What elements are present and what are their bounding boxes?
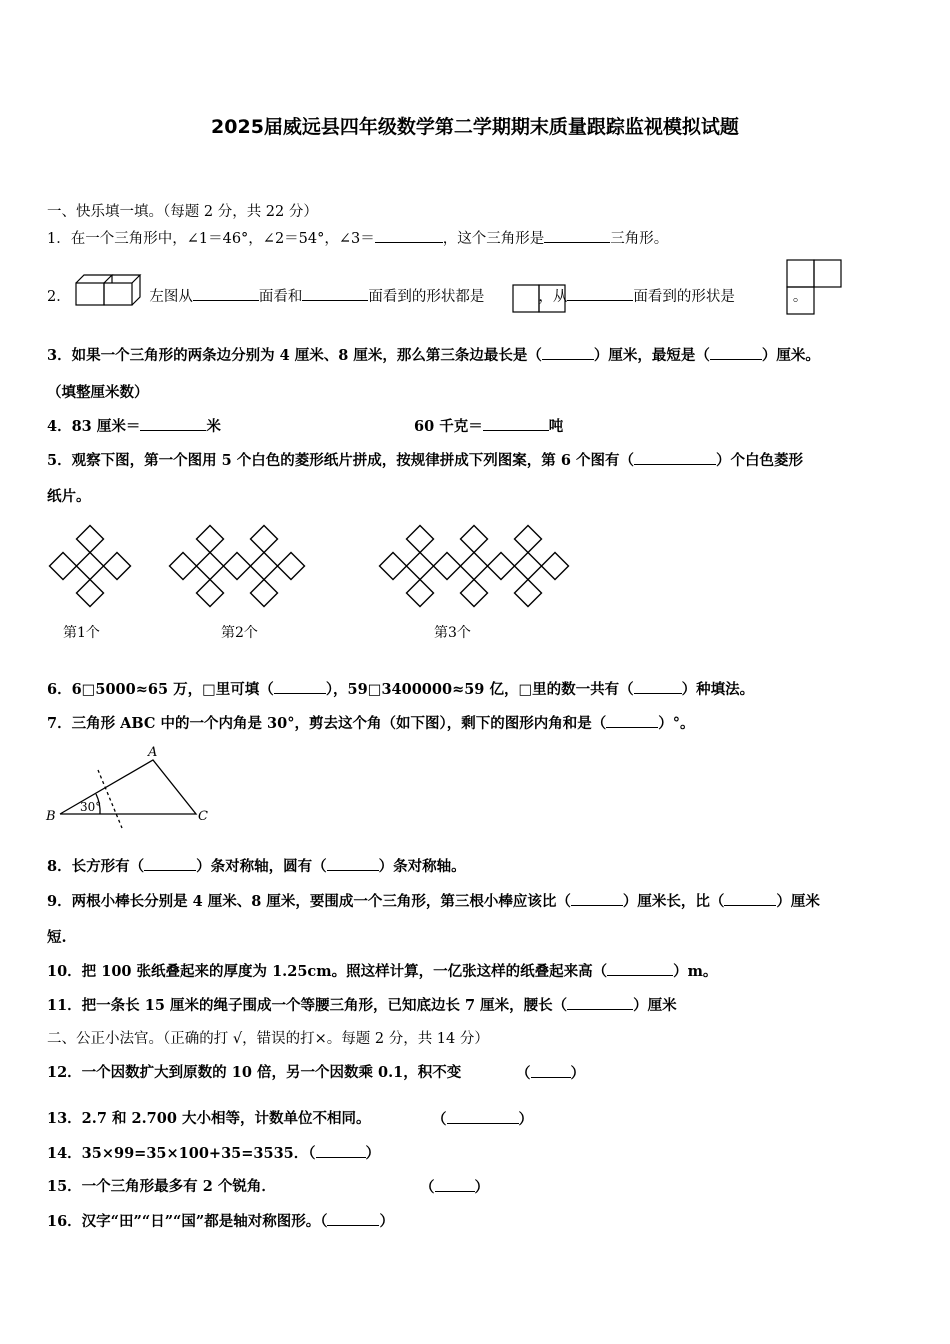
q2-text-b: 面看和 <box>258 289 303 305</box>
q12-answer <box>516 1063 585 1084</box>
question-6 <box>47 679 754 700</box>
question-4-part-2 <box>414 416 563 437</box>
q10-blank[interactable] <box>607 961 673 976</box>
rhombus-fig3-8 <box>461 526 488 553</box>
q16-text-a: 16．汉字“田”“日”“国”都是轴对称图形。（ <box>47 1213 328 1230</box>
rhombus-fig3-1 <box>407 553 434 580</box>
rhombus-fig3-10 <box>515 553 542 580</box>
q2-blank-1[interactable] <box>193 286 259 301</box>
angle-label: 30° <box>80 800 102 814</box>
q6-text-a: 6．6□5000≈65 万，□里可填（ <box>47 681 274 698</box>
rhombus-fig1-3 <box>104 553 131 580</box>
q2-text-f: 。 <box>792 289 808 305</box>
q4-text-a: 4．83 厘米＝ <box>47 418 141 435</box>
rhombus-fig1-5 <box>77 580 104 607</box>
q2-blank-3[interactable] <box>567 286 633 301</box>
q8-blank-2[interactable] <box>327 856 379 871</box>
q3-text-a: 3．如果一个三角形的两条边分别为 4 厘米、8 厘米，那么第三条边最长是（ <box>47 347 542 364</box>
q5-blank[interactable] <box>634 450 716 465</box>
q7-blank[interactable] <box>606 713 658 728</box>
q14-blank[interactable] <box>316 1143 366 1158</box>
q9-text-c: ）厘米 <box>776 893 820 910</box>
q4-blank-2[interactable] <box>483 416 549 431</box>
q1-blank-2[interactable] <box>544 228 610 243</box>
q16-blank[interactable] <box>327 1211 379 1226</box>
q13-answer <box>432 1109 533 1130</box>
q12-paren-close: ） <box>570 1065 585 1082</box>
q9-blank-1[interactable] <box>571 891 623 906</box>
q6-blank-1[interactable] <box>274 679 326 694</box>
q7-text-a: 7．三角形 ABC 中的一个内角是 30°，剪去这个角（如下图），剩下的图形内角和是（ <box>47 715 607 732</box>
q1-blank-1[interactable] <box>375 228 443 243</box>
two-squares-shape <box>512 284 566 314</box>
q2-number: 2． <box>47 289 71 305</box>
q11-blank[interactable] <box>567 995 633 1010</box>
q15-text-a: 15．一个三角形最多有 2 个锐角． <box>47 1178 276 1195</box>
rhombus-fig3-13 <box>515 580 542 607</box>
rhombus-fig2-5 <box>197 580 224 607</box>
q15-answer <box>420 1177 489 1198</box>
q13-text-a: 13．2.7 和 2.700 大小相等，计数单位不相同。 <box>47 1110 371 1127</box>
q6-text-c: ）种填法。 <box>681 681 755 698</box>
figure-caption-2: 第2个 <box>221 625 258 641</box>
question-8 <box>47 856 466 877</box>
q1-text-b: ，这个三角形是 <box>442 231 545 247</box>
q13-paren-close: ） <box>518 1111 533 1128</box>
q4-text-c: 60 千克＝ <box>414 418 483 435</box>
rhombus-fig3-4 <box>407 526 434 553</box>
question-11 <box>47 995 677 1016</box>
question-9 <box>47 891 820 912</box>
q5-text-b: ）个白色菱形 <box>715 452 803 469</box>
q9-text-d: 短. <box>47 929 67 946</box>
q14-paren-close: ） <box>365 1145 381 1162</box>
question-15 <box>47 1177 276 1197</box>
q8-text-c: ）条对称轴。 <box>378 858 466 875</box>
q9-text-a: 9．两根小棒长分别是 4 厘米、8 厘米，要围成一个三角形，第三根小棒应该比（ <box>47 893 571 910</box>
rhombus-fig3-11 <box>542 553 569 580</box>
rhombus-fig2-8 <box>251 526 278 553</box>
question-10 <box>47 961 717 982</box>
page-title: 2025届威远县四年级数学第二学期期末质量跟踪监视模拟试题 <box>211 116 739 138</box>
q11-text-a: 11．把一条长 15 厘米的绳子围成一个等腰三角形，已知底边长 7 厘米，腰长（ <box>47 997 568 1014</box>
rhombus-fig2-6 <box>251 553 278 580</box>
q4-text-b: 米 <box>206 418 221 435</box>
q15-blank[interactable] <box>435 1177 475 1192</box>
figure-caption-1: 第1个 <box>63 625 100 641</box>
question-4-part-1 <box>47 416 221 437</box>
rhombus-fig1-2 <box>50 553 77 580</box>
q7-text-b: ）°。 <box>658 715 695 732</box>
rhombus-pattern-figures <box>40 516 580 616</box>
rhombus-fig3-12 <box>515 526 542 553</box>
rhombus-fig3-7 <box>488 553 515 580</box>
q3-text-b: ）厘米，最短是（ <box>593 347 710 364</box>
q9-text-b: ）厘米长，比（ <box>622 893 725 910</box>
q3-blank-1[interactable] <box>542 345 594 360</box>
q3-blank-2[interactable] <box>710 345 762 360</box>
section-1-heading: 一、快乐填一填。（每题 2 分，共 22 分） <box>47 204 318 220</box>
q5-text-c: 纸片。 <box>47 488 91 505</box>
vertex-label-b: B <box>46 809 56 824</box>
question-13 <box>47 1109 370 1129</box>
rhombus-fig3-2 <box>380 553 407 580</box>
question-1 <box>47 228 668 249</box>
q5-text-a: 5．观察下图，第一个图用 5 个白色的菱形纸片拼成，按规律拼成下列图案，第 6 个图有（ <box>47 452 634 469</box>
q2-text-a: 左图从 <box>149 289 193 305</box>
q6-text-b: ），59□3400000≈59 亿，□里的数一共有（ <box>325 681 634 698</box>
q15-paren-close: ） <box>474 1179 489 1196</box>
q10-text-b: ）m。 <box>673 963 718 980</box>
q11-text-b: ）厘米 <box>633 997 677 1014</box>
q12-paren-open: （ <box>516 1065 531 1082</box>
q14-text-a: 14．35×99=35×100+35=3535．（ <box>47 1145 316 1162</box>
rhombus-fig2-7 <box>278 553 305 580</box>
question-16 <box>47 1211 394 1232</box>
q1-text-c: 三角形。 <box>610 231 669 247</box>
q6-blank-2[interactable] <box>634 679 682 694</box>
question-7 <box>47 713 694 734</box>
q8-blank-1[interactable] <box>144 856 196 871</box>
q12-blank[interactable] <box>531 1063 571 1078</box>
l-shape-three-squares <box>786 259 842 315</box>
q3-note: （填整厘米数） <box>47 384 149 401</box>
rhombus-fig3-9 <box>461 580 488 607</box>
q9-blank-2[interactable] <box>724 891 776 906</box>
rhombus-fig2-4 <box>197 526 224 553</box>
question-3 <box>47 345 820 366</box>
q4-text-d: 吨 <box>548 418 564 435</box>
q12-text-a: 12．一个因数扩大到原数的 10 倍，另一个因数乘 0.1，积不变 <box>47 1064 462 1081</box>
question-12 <box>47 1063 461 1083</box>
rhombus-fig2-1 <box>197 553 224 580</box>
q15-paren-open: （ <box>420 1179 435 1196</box>
rhombus-fig1-1 <box>77 553 104 580</box>
rhombus-fig3-5 <box>407 580 434 607</box>
q3-text-c: ）厘米。 <box>761 347 820 364</box>
question-5 <box>47 450 803 471</box>
q2-text-d: ，从 <box>538 289 568 305</box>
rhombus-fig2-3 <box>224 553 251 580</box>
q13-blank[interactable] <box>447 1109 519 1124</box>
two-cubes-figure <box>72 272 142 308</box>
q2-text-c: 面看到的形状都是 <box>368 289 485 305</box>
rhombus-fig1-4 <box>77 526 104 553</box>
rhombus-fig3-6 <box>461 553 488 580</box>
rhombus-fig3-3 <box>434 553 461 580</box>
vertex-label-c: C <box>198 809 208 824</box>
q2-text-e: 面看到的形状是 <box>633 289 735 305</box>
q10-text-a: 10．把 100 张纸叠起来的厚度为 1.25cm。照这样计算，一亿张这样的纸叠起来高（ <box>47 963 608 980</box>
vertex-label-a: A <box>148 745 158 760</box>
q16-paren-close: ） <box>379 1213 394 1230</box>
rhombus-fig2-2 <box>170 553 197 580</box>
question-2 <box>47 286 807 307</box>
q8-text-b: ）条对称轴，圆有（ <box>196 858 327 875</box>
question-14 <box>47 1143 380 1164</box>
section-2-heading: 二、公正小法官。（正确的打 √，错误的打×。每题 2 分，共 14 分） <box>47 1031 489 1047</box>
q8-text-a: 8．长方形有（ <box>47 858 145 875</box>
q1-text-a: 1．在一个三角形中，∠1＝46°，∠2＝54°，∠3＝ <box>47 231 375 247</box>
q4-blank-1[interactable] <box>140 416 206 431</box>
rhombus-fig2-9 <box>251 580 278 607</box>
q2-blank-2[interactable] <box>302 286 368 301</box>
q13-paren-open: （ <box>432 1111 447 1128</box>
figure-caption-3: 第3个 <box>434 625 471 641</box>
triangle-abc-figure <box>40 742 220 832</box>
